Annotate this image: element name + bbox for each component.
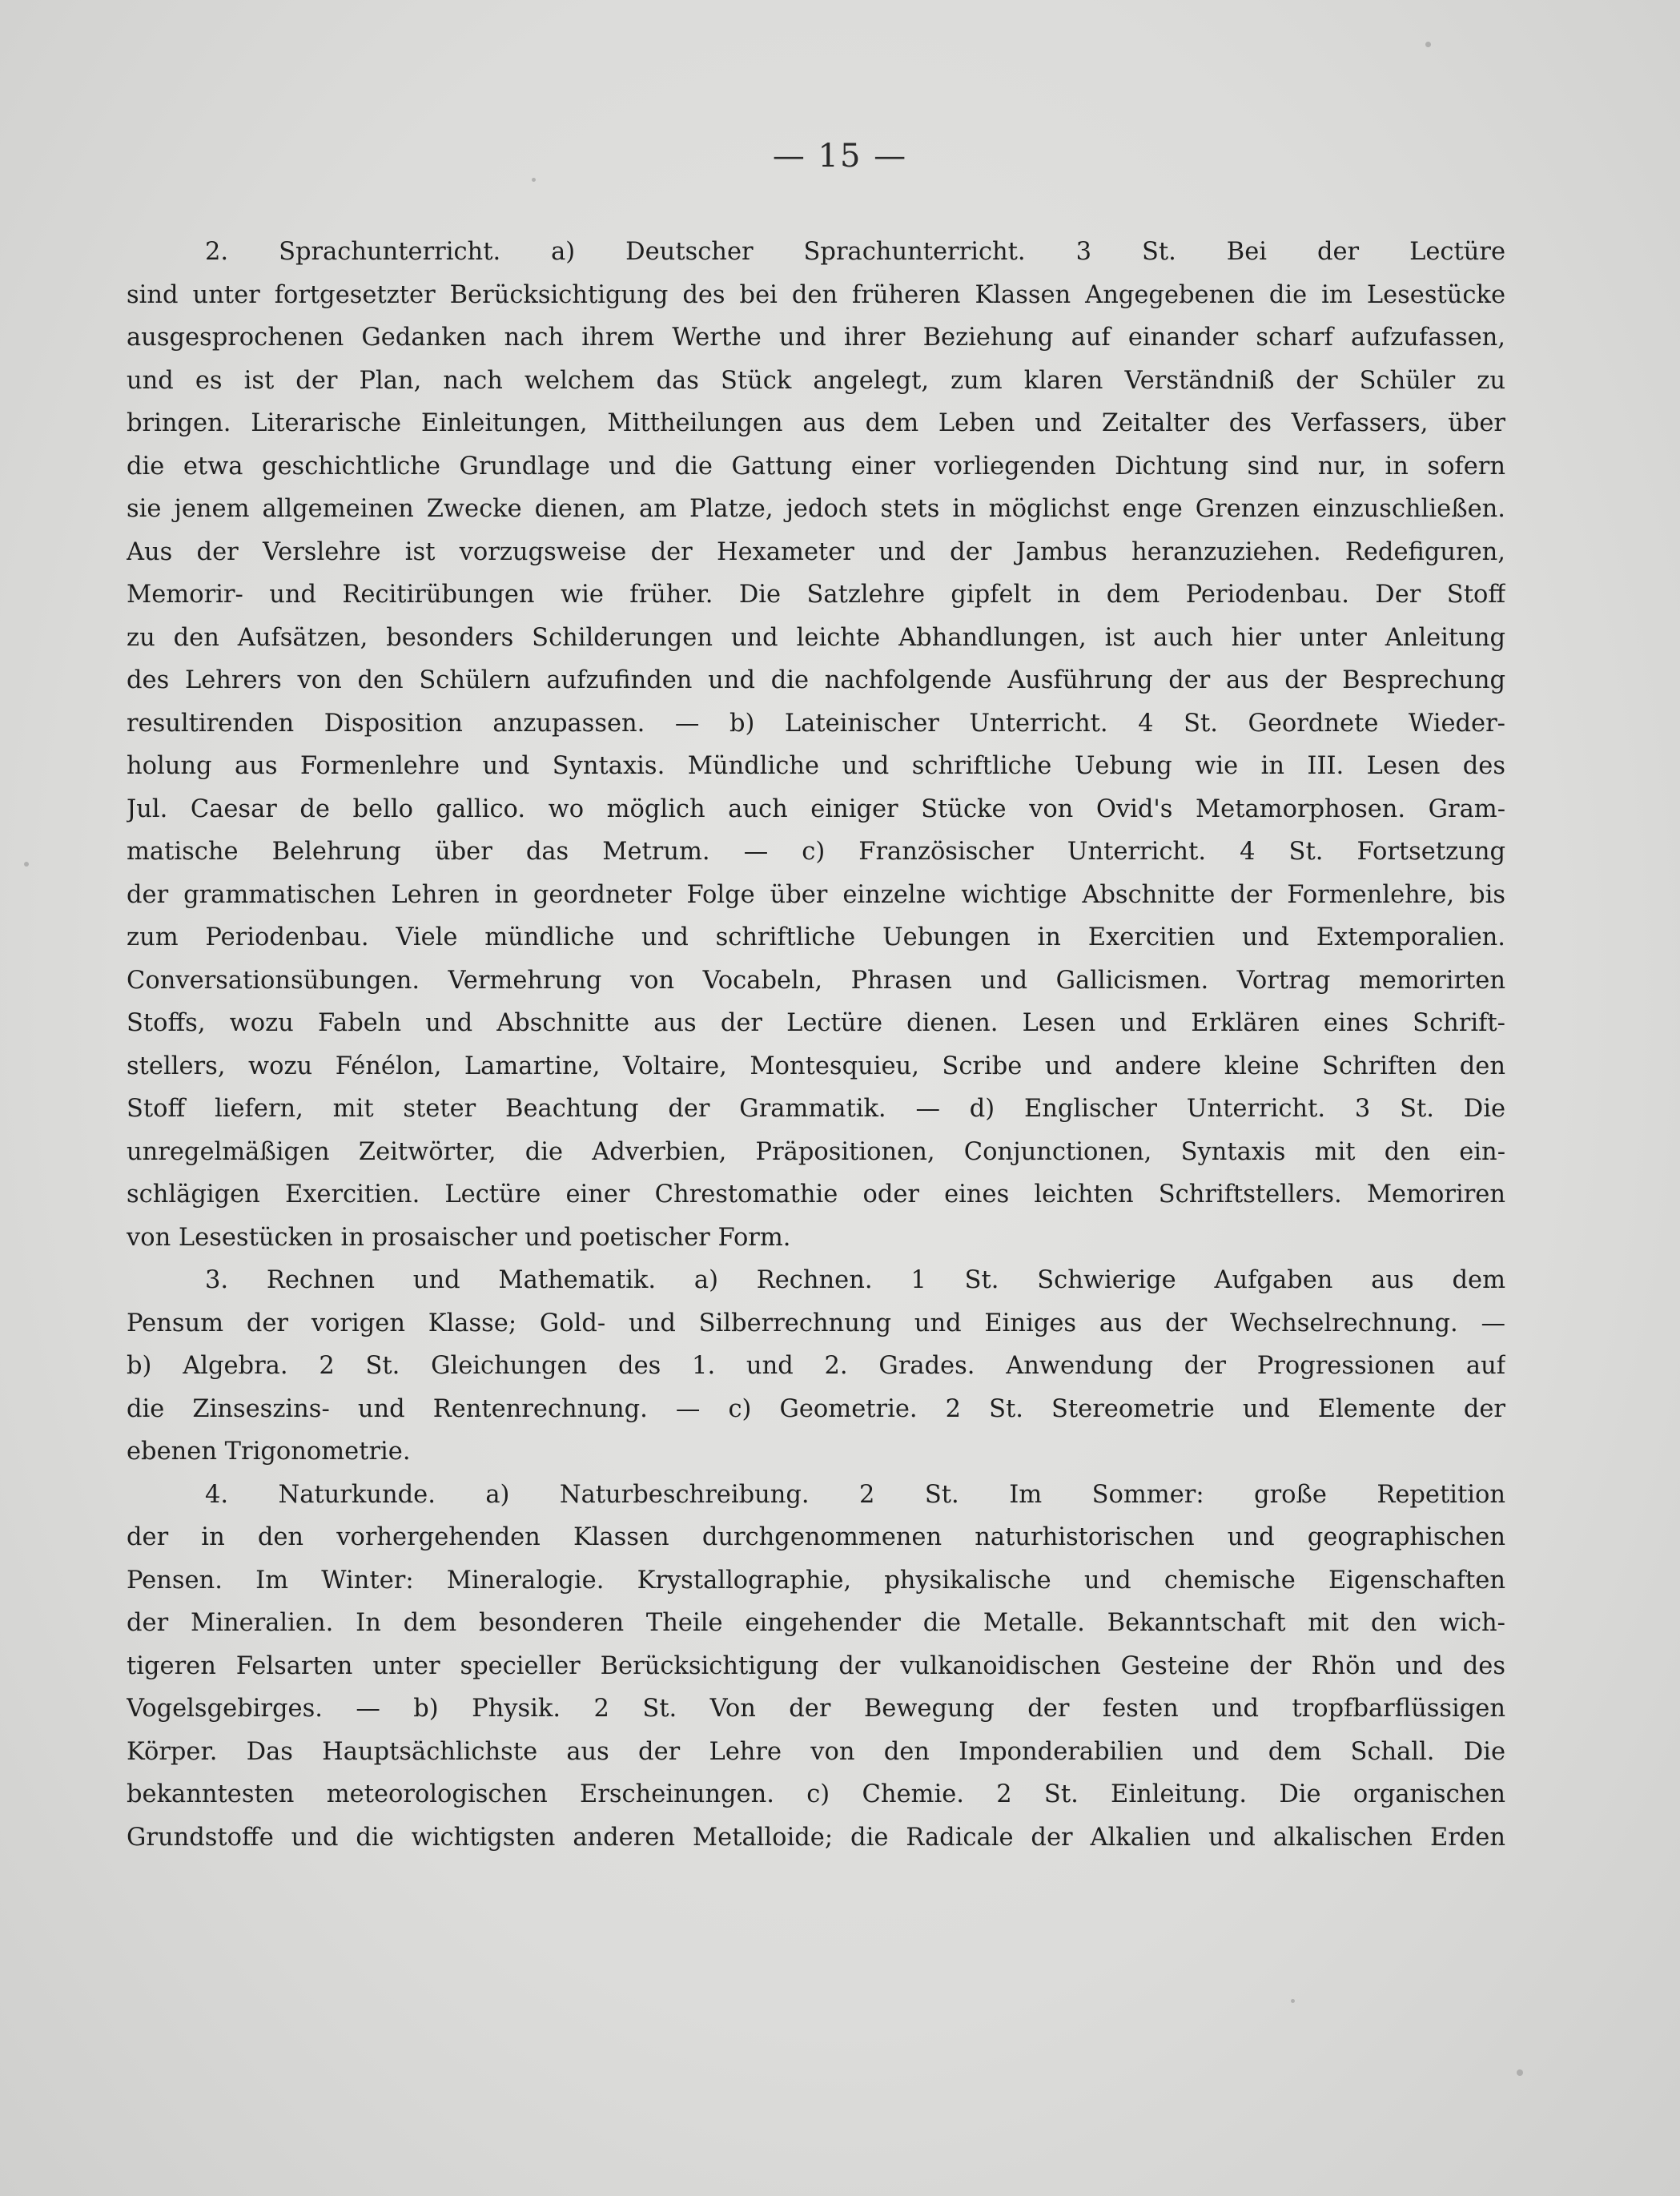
page-number: — 15 — (772, 138, 908, 175)
paper-speck (532, 178, 536, 182)
text-line: Körper. Das Hauptsächlichste aus der Lehre von den Imponderabilien und dem Schall. Die (127, 1737, 1505, 1766)
text-line: der Mineralien. In dem besonderen Theile eingehender die Metalle. Bekanntschaft mit den wich- (127, 1609, 1505, 1637)
text-line: Grundstoffe und die wichtigsten anderen Metalloide; die Radicale der Alkalien und alkalischen Erden (127, 1823, 1505, 1852)
text-line: Pensum der vorigen Klasse; Gold- und Silberrechnung und Einiges aus der Wechselrechnung. — (127, 1309, 1505, 1337)
text-line: der in den vorhergehenden Klassen durchgenommenen naturhistorischen und geographischen (127, 1523, 1505, 1551)
paper-speck (1517, 2069, 1523, 2076)
text-line: matische Belehrung über das Metrum. — c) Französischer Unterricht. 4 St. Fortsetzung (127, 838, 1505, 866)
paper-speck (24, 862, 29, 867)
body-text (127, 231, 1505, 1859)
text-line: Pensen. Im Winter: Mineralogie. Krystallographie, physikalische und chemische Eigenschaften (127, 1566, 1505, 1595)
text-line: zu den Aufsätzen, besonders Schilderungen und leichte Abhandlungen, ist auch hier unter Anleitung (127, 623, 1505, 652)
text-line: 3. Rechnen und Mathematik. a) Rechnen. 1 St. Schwierige Aufgaben aus dem (205, 1266, 1505, 1294)
text-line: b) Algebra. 2 St. Gleichungen des 1. und 2. Grades. Anwendung der Progressionen auf (127, 1352, 1505, 1380)
text-line: 4. Naturkunde. a) Naturbeschreibung. 2 St. Im Sommer: große Repetition (205, 1480, 1505, 1509)
text-line: des Lehrers von den Schülern aufzufinden und die nachfolgende Ausführung der aus der Besprechung (127, 666, 1505, 694)
text-line: Memorir- und Recitirübungen wie früher. Die Satzlehre gipfelt in dem Periodenbau. Der Stoff (127, 581, 1505, 609)
text-line: Conversationsübungen. Vermehrung von Vocabeln, Phrasen und Gallicismen. Vortrag memorirten (127, 966, 1505, 995)
text-line: bekanntesten meteorologischen Erscheinungen. c) Chemie. 2 St. Einleitung. Die organischen (127, 1780, 1505, 1808)
text-line: holung aus Formenlehre und Syntaxis. Mündliche und schriftliche Uebung wie in III. Lesen des (127, 752, 1505, 780)
text-line: resultirenden Disposition anzupassen. — b) Lateinischer Unterricht. 4 St. Geordnete Wieder- (127, 709, 1505, 738)
text-line: Jul. Caesar de bello gallico. wo möglich auch einiger Stücke von Ovid's Metamorphosen. Gram- (127, 794, 1505, 823)
text-line: unregelmäßigen Zeitwörter, die Adverbien, Präpositionen, Conjunctionen, Syntaxis mit den ein- (127, 1137, 1505, 1166)
text-line: die etwa geschichtliche Grundlage und die Gattung einer vorliegenden Dichtung sind nur, in sofern (127, 452, 1505, 481)
text-line: von Lesestücken in prosaischer und poetischer Form. (127, 1223, 791, 1252)
text-line: Aus der Verslehre ist vorzugsweise der Hexameter und der Jambus heranzuziehen. Redefiguren, (127, 537, 1505, 566)
text-line: der grammatischen Lehren in geordneter Folge über einzelne wichtige Abschnitte der Formenlehre, bis (127, 880, 1505, 909)
paper-speck (1291, 1999, 1295, 2003)
text-line: 2. Sprachunterricht. a) Deutscher Sprachunterricht. 3 St. Bei der Lectüre (205, 238, 1505, 266)
text-line: die Zinseszins- und Rentenrechnung. — c) Geometrie. 2 St. Stereometrie und Elemente der (127, 1394, 1505, 1423)
text-line: sie jenem allgemeinen Zwecke dienen, am Platze, jedoch stets in möglichst enge Grenzen einzuschließen. (127, 495, 1505, 523)
text-line: schlägigen Exercitien. Lectüre einer Chrestomathie oder eines leichten Schriftstellers. Memoriren (127, 1180, 1505, 1209)
text-line: tigeren Felsarten unter specieller Berücksichtigung der vulkanoidischen Gesteine der Rhön und des (127, 1651, 1505, 1680)
paper-speck (1425, 42, 1431, 47)
text-line: bringen. Literarische Einleitungen, Mittheilungen aus dem Leben und Zeitalter des Verfassers, über (127, 409, 1505, 437)
text-line: sind unter fortgesetzter Berücksichtigung des bei den früheren Klassen Angegebenen die im Lesestücke (127, 280, 1505, 309)
text-line: stellers, wozu Fénélon, Lamartine, Voltaire, Montesquieu, Scribe und andere kleine Schriften den (127, 1052, 1505, 1080)
text-line: zum Periodenbau. Viele mündliche und schriftliche Uebungen in Exercitien und Extemporalien. (127, 923, 1505, 951)
text-line: ausgesprochenen Gedanken nach ihrem Werthe und ihrer Beziehung auf einander scharf aufzufassen, (127, 324, 1505, 352)
text-line: ebenen Trigonometrie. (127, 1438, 411, 1466)
text-line: Vogelsgebirges. — b) Physik. 2 St. Von der Bewegung der festen und tropfbarflüssigen (127, 1695, 1505, 1723)
text-line: und es ist der Plan, nach welchem das Stück angelegt, zum klaren Verständniß der Schüler zu (127, 366, 1505, 395)
text-line: Stoff liefern, mit steter Beachtung der Grammatik. — d) Englischer Unterricht. 3 St. Die (127, 1095, 1505, 1123)
text-line: Stoffs, wozu Fabeln und Abschnitte aus der Lectüre dienen. Lesen und Erklären eines Schrift- (127, 1009, 1505, 1037)
